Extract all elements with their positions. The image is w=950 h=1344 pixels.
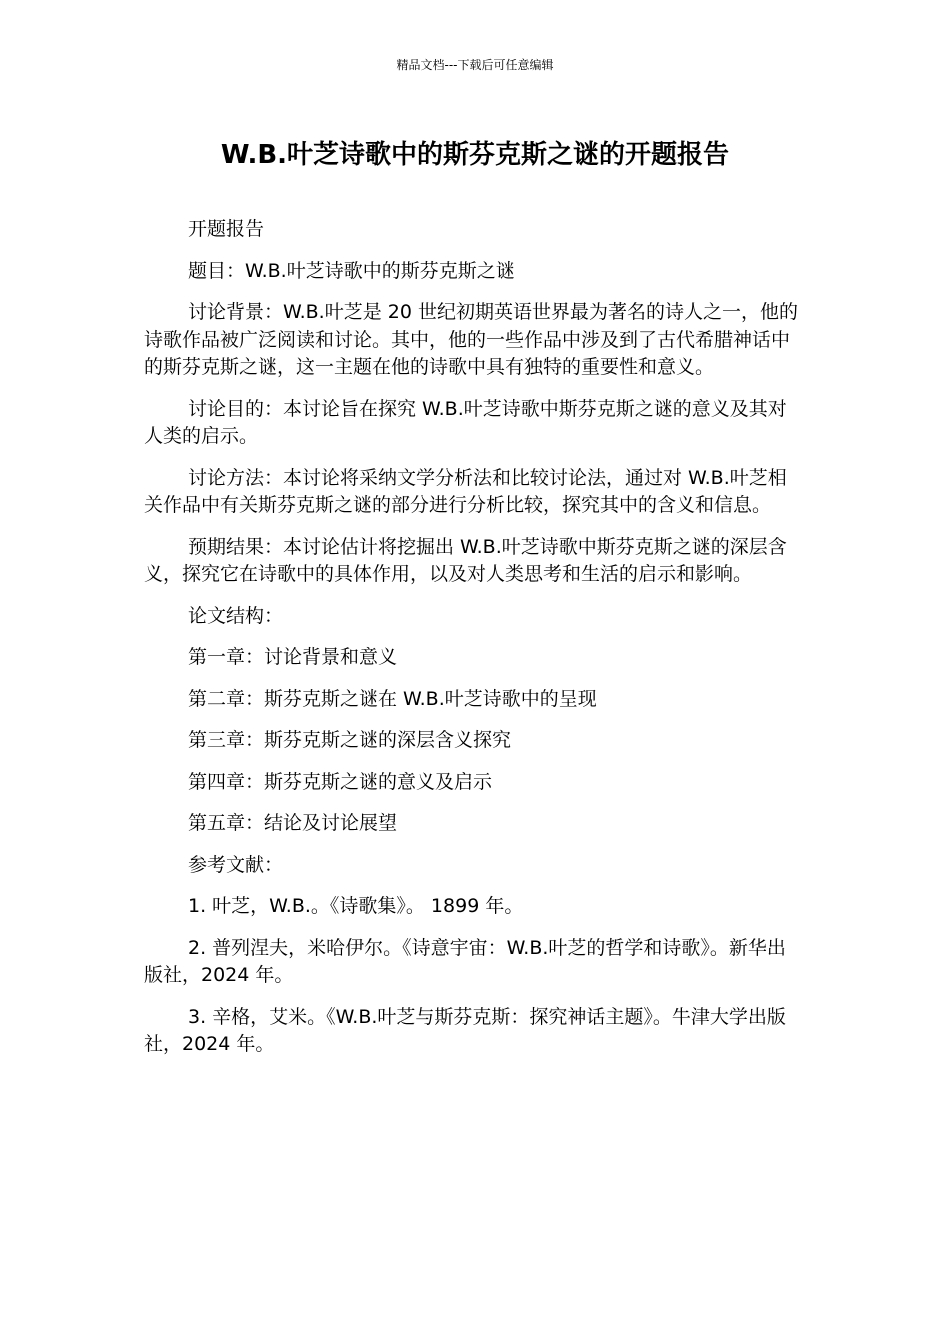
page-header-note: 精品文档---下载后可任意编辑 [396,58,554,72]
reference-item: 1. 叶芝，W.B.。《诗歌集》。 1899 年。 [188,895,524,917]
chapter-item: 第三章：斯芬克斯之谜的深层含义探究 [188,729,512,751]
document-title: W.B.叶芝诗歌中的斯芬克斯之谜的开题报告 [220,140,730,170]
document-body [144,216,804,1073]
chapter-item: 第五章：结论及讨论展望 [188,812,398,834]
chapter-item: 第二章：斯芬克斯之谜在 W.B.叶芝诗歌中的呈现 [188,687,597,710]
reference-item: 3. 辛格，艾米。《W.B.叶芝与斯芬克斯：探究神话主题》。牛津大学出版社，2024 年。 [144,1005,786,1055]
background-paragraph: 讨论背景：W.B.叶芝是 20 世纪初期英语世界最为著名的诗人之一，他的诗歌作品被广泛阅读和讨论。其中，他的一些作品中涉及到了古代希腊神话中的斯芬克斯之谜，这一主题在他的诗歌中具有独特的重要性和意义。 [144,301,798,378]
purpose-paragraph: 讨论目的：本讨论旨在探究 W.B.叶芝诗歌中斯芬克斯之谜的意义及其对人类的启示。 [144,397,787,447]
topic-line: 题目：W.B.叶芝诗歌中的斯芬克斯之谜 [188,259,515,282]
reference-item: 2. 普列涅夫，米哈伊尔。《诗意宇宙：W.B.叶芝的哲学和诗歌》。新华出版社，2024 年。 [144,936,786,986]
chapter-item: 第四章：斯芬克斯之谜的意义及启示 [188,770,493,793]
structure-heading: 论文结构： [188,604,284,627]
section-heading: 开题报告 [188,218,265,240]
references-heading: 参考文献： [188,853,284,876]
chapter-item: 第一章：讨论背景和意义 [188,646,398,668]
expected-results-paragraph: 预期结果：本讨论估计将挖掘出 W.B.叶芝诗歌中斯芬克斯之谜的深层含义，探究它在诗歌中的具体作用，以及对人类思考和生活的启示和影响。 [144,535,787,585]
method-paragraph: 讨论方法：本讨论将采纳文学分析法和比较讨论法，通过对 W.B.叶芝相关作品中有关斯芬克斯之谜的部分进行分析比较，探究其中的含义和信息。 [144,466,787,516]
